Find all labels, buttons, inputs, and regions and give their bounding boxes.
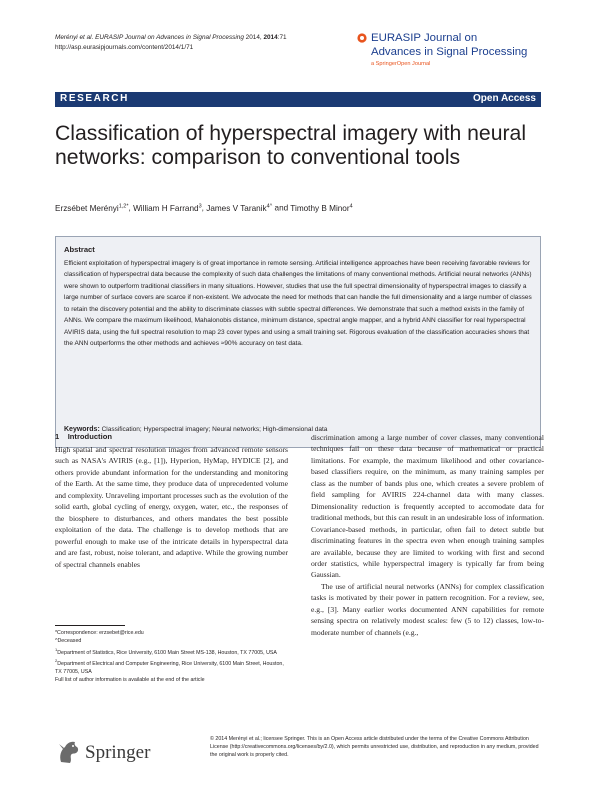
abstract-heading: Abstract: [64, 245, 95, 254]
article-type-banner: [55, 92, 541, 107]
abstract-text: Efficient exploitation of hyperspectral imagery is of great importance in remote sensing. Artificial intelligence approaches have been receiving favorable reviews for classification of hyperspectral data because the complexity of such data challenges the limitations of many conventional methods. Artificial neural networks (ANNs) were shown to outperform traditional classifiers in many situations. However, studies that use the full spectral dimensionality of hyperspectral images to classify a large number of surface covers are scarce if non-existent. We advocate the need for methods that can handle the full dimensionality and a large number of classes to retain the discovery potential and the ability to discriminate classes with subtle spectral differences. We demonstrate that such a method exists in the family of ANNs. We compare the maximum likelihood, Mahalonobis distance, minimum distance, spectral angle mapper, and a hybrid ANN classifier for real hyperspectral AVIRIS data, using the full spectral resolution to map 23 cover types and using a small training set. Rigorous evaluation of the classification accuracies shows that the ANN outperforms the other methods and achieves ≈90% accuracy on test data.: [64, 260, 532, 348]
publisher-name: Springer: [85, 742, 151, 763]
article-title: Classification of hyperspectral imagery with neural networks: comparison to conventional tools: [55, 122, 527, 169]
author[interactable]: Erzsébet Merényi$^{1,2*}$: [55, 203, 129, 213]
citation-header: [55, 33, 287, 52]
paragraph: The use of artificial neural networks (ANNs) for complex classification tasks is motivated by their power in pattern recognition. For a review, see, e.g., [3]. Many earlier works documented ANN capabilities for remote sensing spectra on relatively modest scales: few (5 to 12) classes, low-to-moderate number of channels (e.g.,: [311, 581, 544, 637]
cite-article: :71: [277, 34, 287, 41]
open-access-badge: Open Access: [473, 93, 536, 104]
affiliation: $^2$Department of Electrical and Computer Engineering, Rice University, 6100 Main Street, Houston, TX 77005, USA: [55, 657, 284, 675]
springer-horse-icon: [55, 738, 83, 766]
journal-tagline: a SpringerOpen Journal: [371, 61, 431, 67]
author[interactable]: James V Taranik$^{4\^{}}$: [206, 203, 273, 213]
article-url[interactable]: http://asp.eurasipjournals.com/content/2014/1/71: [55, 43, 194, 51]
author-list: Erzsébet Merényi$^{1,2*}$, William H Farrand$^3$, James V Taranik$^{4\^{}}$ and Timothy B Minor$^4$: [55, 203, 353, 213]
article-type: RESEARCH: [60, 93, 129, 104]
deceased-note: ^Deceased: [55, 638, 82, 645]
paragraph: discrimination among a large number of cover classes, many conventional techniques fail on these data because of mathematical or practical limitations. For example, the maximum likelihood and other covariance-based classifiers require, on the minimum, as many training samples per class as the number of bands plus one, which creates a severe problem of field sampling for AVIRIS 224-channel data with many classes. Dimensionality reduction is frequently accepted to accomodate data for traditional methods, but this can result in an undesirable loss of information. Covariance-based methods, in particular, often fail to detect subtle but discriminating features in the spectra even when enough training samples are available, because they are limited to working with first and second order statistics, while hyperspectral imagery is typically far from being Gaussian.: [311, 433, 544, 580]
author-info-note: Full list of author information is available at the end of the article: [55, 677, 205, 684]
journal-name: EURASIP Journal on Advances in Signal Processing: [371, 32, 528, 58]
affiliation: $^1$Department of Statistics, Rice University, 6100 Main Street MS-138, Houston, TX 77005, USA: [55, 646, 277, 656]
body-column-right: [311, 432, 544, 638]
abstract-box: [55, 236, 541, 448]
cite-year: 2014,: [245, 34, 262, 41]
section-heading: 1 Introduction: [55, 432, 112, 441]
footnotes: [55, 625, 288, 684]
eurasip-logo-icon: [357, 33, 367, 43]
cite-authors: Merényi et al.: [55, 34, 94, 41]
license-text: © 2014 Merényi et al.; licensee Springer. This is an Open Access article distributed under the terms of the Creative Commons Attribution License (http://creativecommons.org/licenses/by/2.0), which permits unrestricted use, distribution, and reproduction in any medium, provided the original work is properly cited.: [210, 736, 539, 758]
author[interactable]: Timothy B Minor$^4$: [290, 203, 353, 213]
keywords-list: Classification; Hyperspectral imagery; Neural networks; High-dimensional data: [101, 426, 328, 433]
publisher-logo: [55, 738, 205, 768]
keywords-label: Keywords:: [64, 426, 100, 433]
correspondence[interactable]: *Correspondence: erzsebet@rice.edu: [55, 630, 144, 636]
author[interactable]: William H Farrand$^3$: [133, 203, 202, 213]
cite-journal: EURASIP Journal on Advances in Signal Processing: [95, 34, 244, 41]
cite-volume: 2014: [263, 34, 278, 41]
paragraph: High spatial and spectral resolution images from advanced remote sensors such as NASA's AVIRIS (e.g., [1]), Hyperion, HyMap, HYDICE [2], and others provide abundant information for the understanding and monitoring of the Earth. At the same time, they produce data of unprecedented volume and complexity. Unraveling important processes such as the evolution of the solid earth, global cycling of energy, oxygen, water, etc., the responses of the biosphere to disturbances, and others mandates the best possible exploitation of the data. The challenge is to develop methods that are powerful enough to make use of the intricate details in hyperspectral data and are fast, robust, noise tolerant, and adaptive. While the growing number of spectral channels enables: [55, 445, 288, 569]
body-column-left: [55, 444, 288, 570]
footnote-rule: [55, 625, 125, 626]
